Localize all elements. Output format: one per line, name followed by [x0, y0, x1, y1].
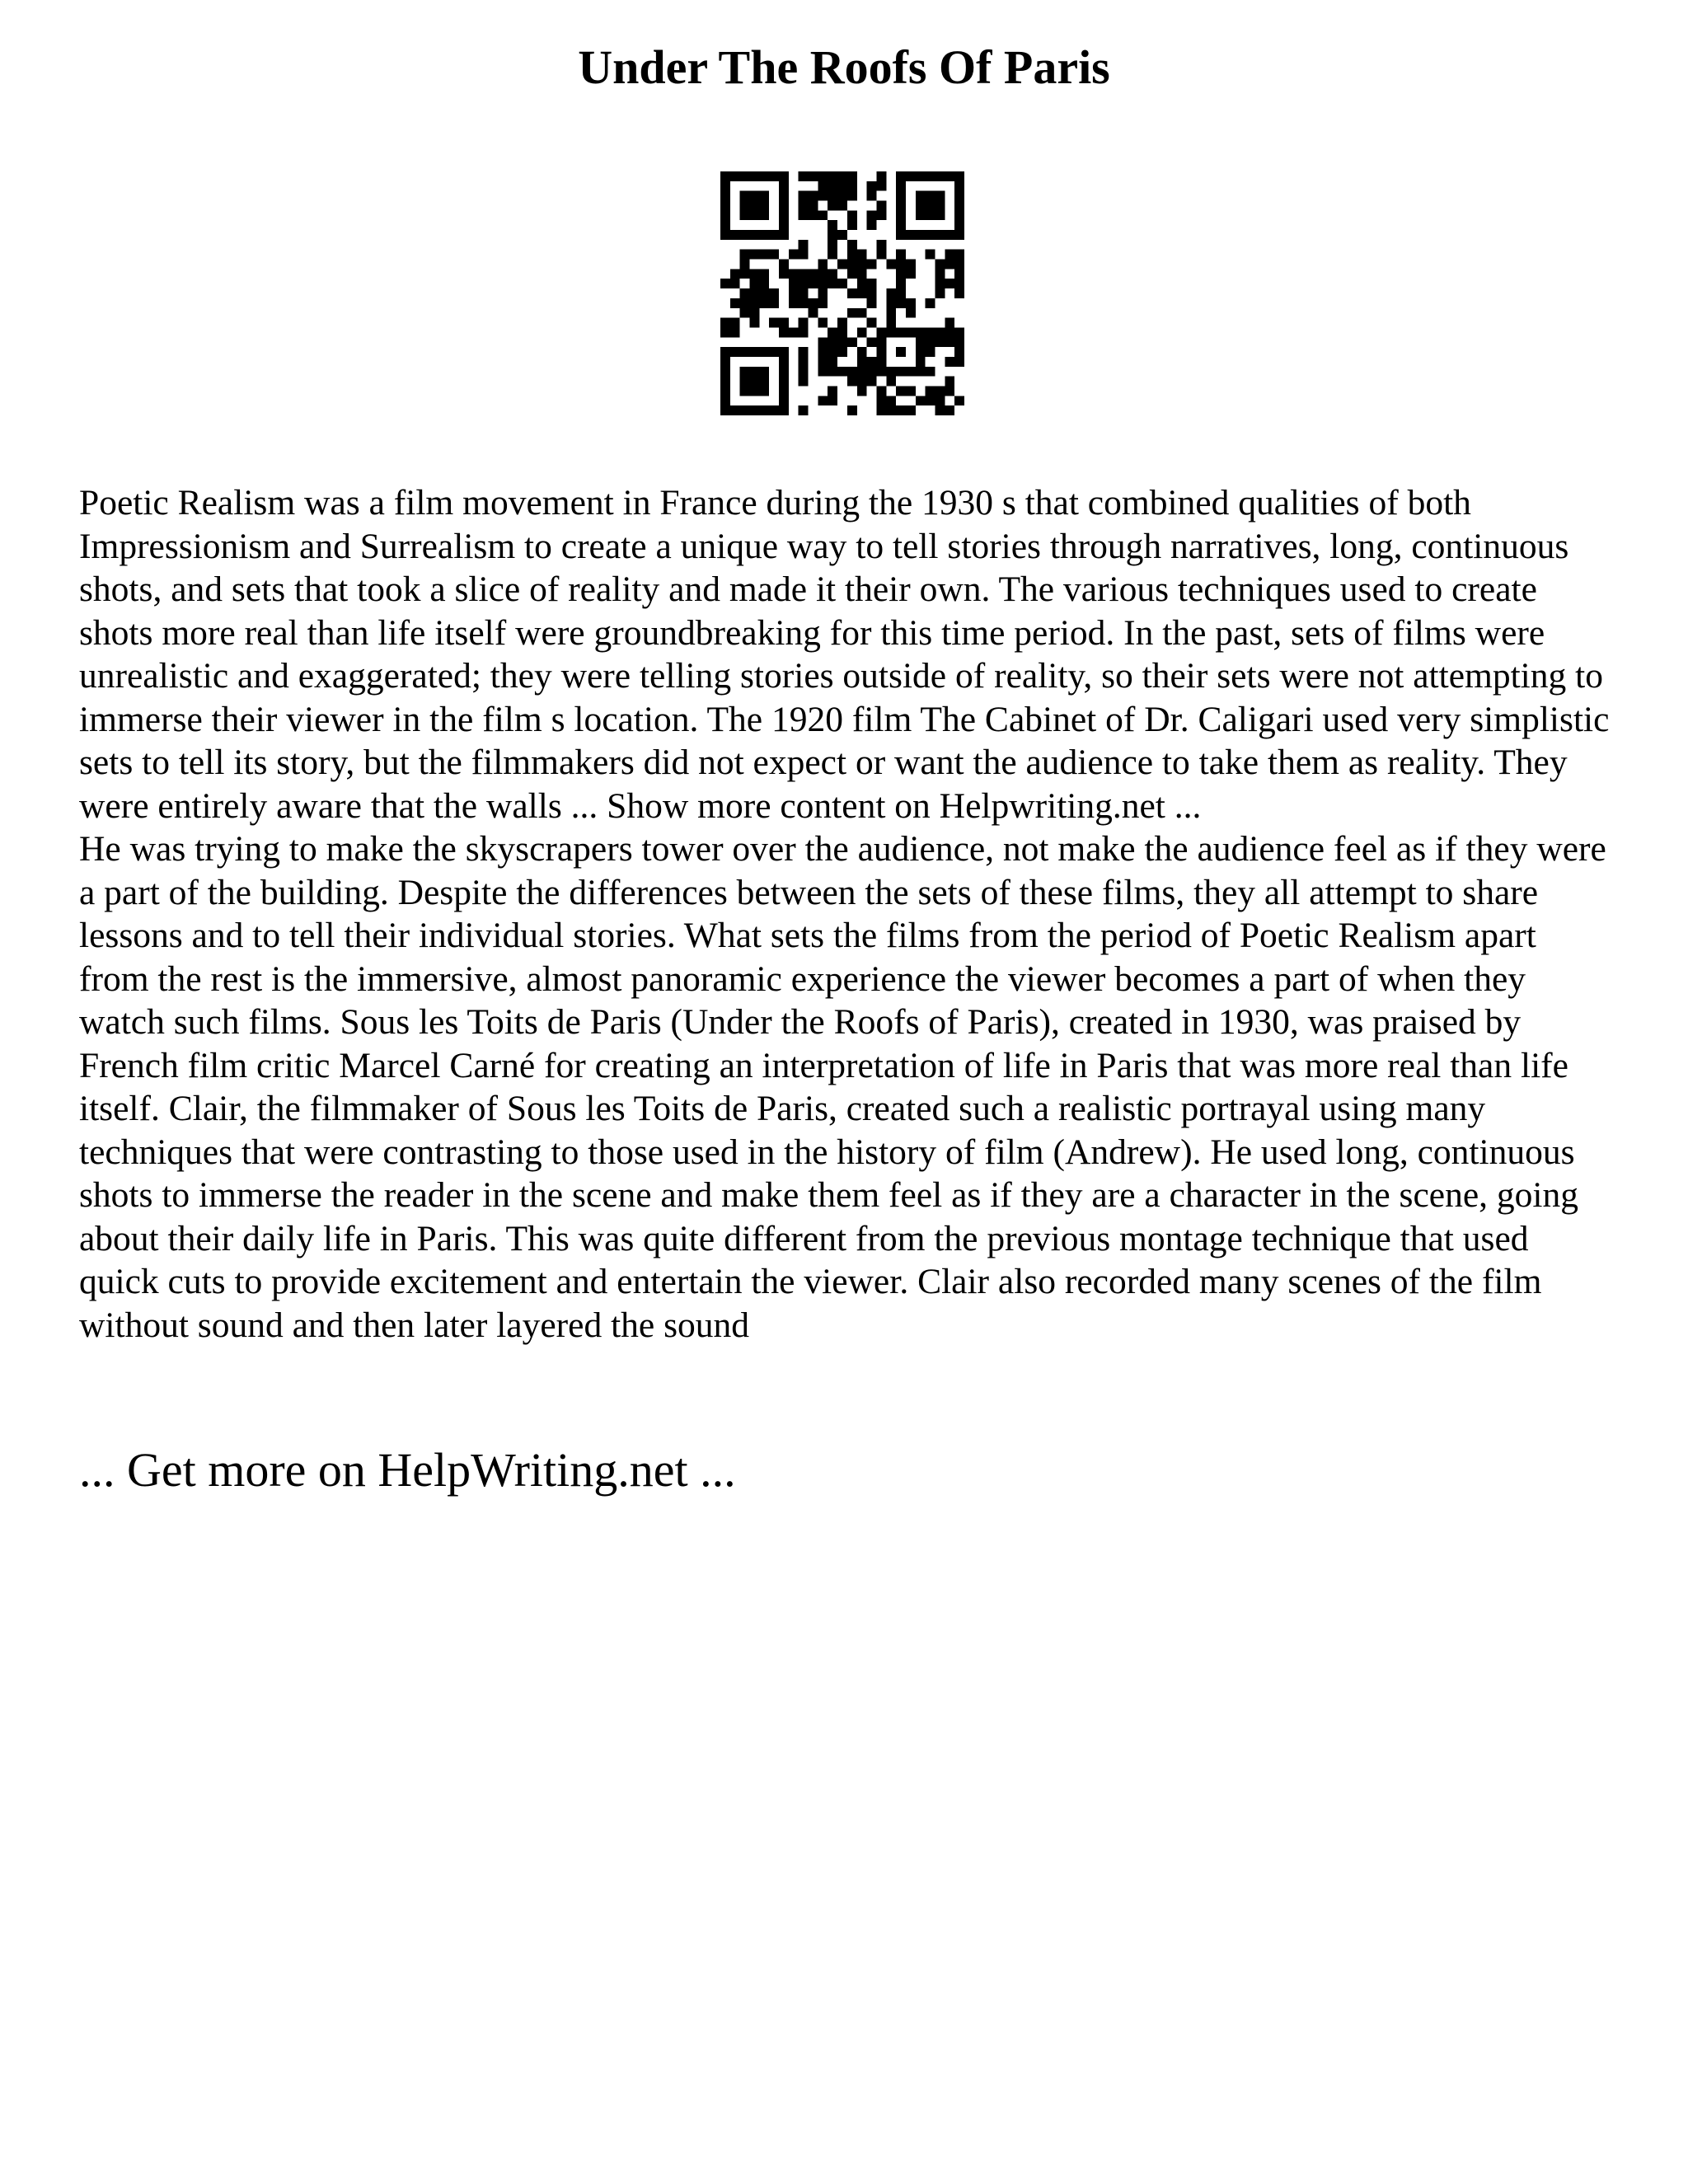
article-body [79, 481, 1612, 1347]
page-title: Under The Roofs Of Paris [578, 40, 1110, 94]
get-more-link[interactable]: ... Get more on HelpWriting.net ... [79, 1443, 736, 1497]
paragraph: He was trying to make the skyscrapers tower over the audience, not make the audience feel as if they were a part of the building. Despite the differences between the sets of these films, they all attempt to share lessons and to tell their individual stories. What sets the films from the period of Poetic Realism apart from the rest is the immersive, almost panoramic experience the viewer becomes a part of when they watch such films. Sous les Toits de Paris (Under the Roofs of Paris), created in 1930, was praised by French film critic Marcel Carné for creating an interpretation of life in Paris that was more real than life itself. Clair, the filmmaker of Sous les Toits de Paris, created such a realistic portrayal using many techniques that were contrasting to those used in the history of film (Andrew). He used long, continuous shots to immerse the reader in the scene and make them feel as if they are a character in the scene, going about their daily life in Paris. This was quite different from the previous montage technique that used quick cuts to provide excitement and entertain the viewer. Clair also recorded many scenes of the film without sound and then later layered the sound [79, 829, 1606, 1345]
paragraph: Poetic Realism was a film movement in France during the 1930 s that combined qualities of both Impressionism and Surrealism to create a unique way to tell stories through narratives, long, continuous shots, and sets that took a slice of reality and made it their own. The various techniques used to create shots more real than life itself were groundbreaking for this time period. In the past, sets of films were unrealistic and exaggerated; they were telling stories outside of reality, so their sets were not attempting to immerse their viewer in the film s location. The 1920 film The Cabinet of Dr. Caligari used very simplistic sets to tell its story, but the filmmakers did not expect or want the audience to take them as reality. They were entirely aware that the walls ... Show more content on Helpwriting.net ... [79, 483, 1610, 826]
qr-code-icon [720, 171, 964, 415]
